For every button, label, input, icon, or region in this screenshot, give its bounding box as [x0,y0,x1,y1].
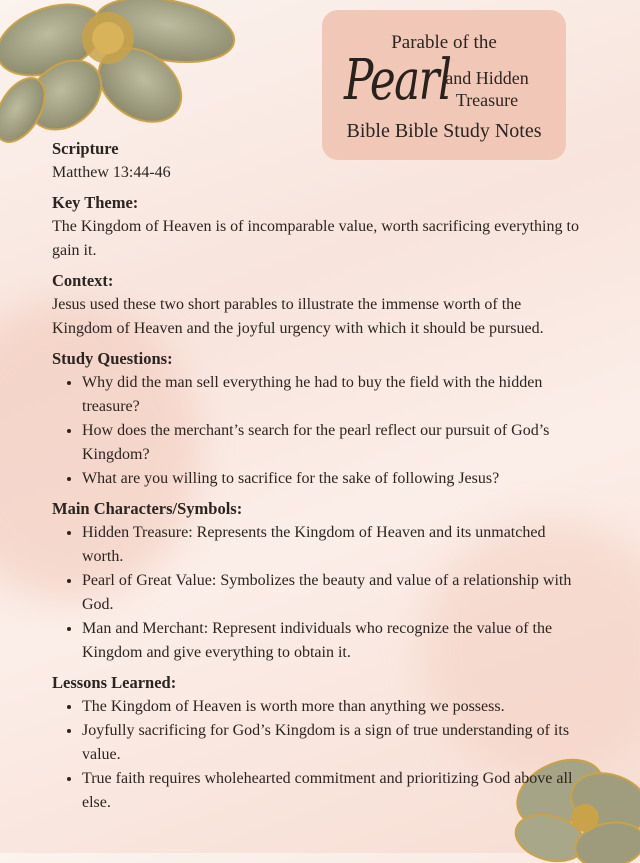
list-item: • Hidden Treasure: Represents the Kingdom of Heaven and its unmatched worth. [82,521,582,569]
section-key-theme [52,191,582,263]
list-item: • What are you willing to sacrifice for the sake of following Jesus? [82,467,582,491]
section-main-characters [52,497,582,665]
section-lessons [52,671,582,815]
section-heading: Study Questions: [52,349,173,368]
bullet-list [52,695,582,815]
title-line-1: Parable of the [391,32,497,53]
section-heading: Context: [52,271,114,290]
flower-decoration-top-left [0,0,250,150]
title-line-2b: Treasure [455,90,519,110]
study-notes-content [52,137,582,821]
list-item: • Why did the man sell everything he had to buy the field with the hidden treasure? [82,371,582,419]
section-text: Jesus used these two short parables to illustrate the immense worth of the Kingdom of Heaven and the joyful urgency with which it should be pursued. [52,296,544,337]
list-item: • How does the merchant’s search for the pearl reflect our pursuit of God’s Kingdom? [82,419,582,467]
section-heading: Scripture [52,139,119,158]
section-study-questions [52,347,582,491]
title-pearl-script: Pearl [344,48,451,113]
section-text: The Kingdom of Heaven is of incomparable value, worth sacrificing everything to gain it. [52,218,579,259]
list-item: • Pearl of Great Value: Symbolizes the beauty and value of a relationship with God. [82,569,582,617]
section-text: Matthew 13:44-46 [52,164,171,181]
list-item: • The Kingdom of Heaven is worth more than anything we possess. [82,695,582,719]
title-line-2a: and Hidden [445,68,529,88]
bullet-list [52,371,582,491]
title-line-2 [427,67,547,111]
bullet-list [52,521,582,665]
list-item: • Joyfully sacrificing for God’s Kingdom is a sign of true understanding of its value. [82,719,582,767]
title-subtitle: Bible Bible Study Notes [346,120,542,142]
section-context [52,269,582,341]
list-item: • Man and Merchant: Represent individuals who recognize the value of the Kingdom and give everything to obtain it. [82,617,582,665]
list-item: • True faith requires wholehearted commitment and prioritizing God above all else. [82,767,582,815]
section-heading: Main Characters/Symbols: [52,499,243,518]
section-heading: Lessons Learned: [52,673,177,692]
section-heading: Key Theme: [52,193,139,212]
section-scripture [52,137,582,185]
